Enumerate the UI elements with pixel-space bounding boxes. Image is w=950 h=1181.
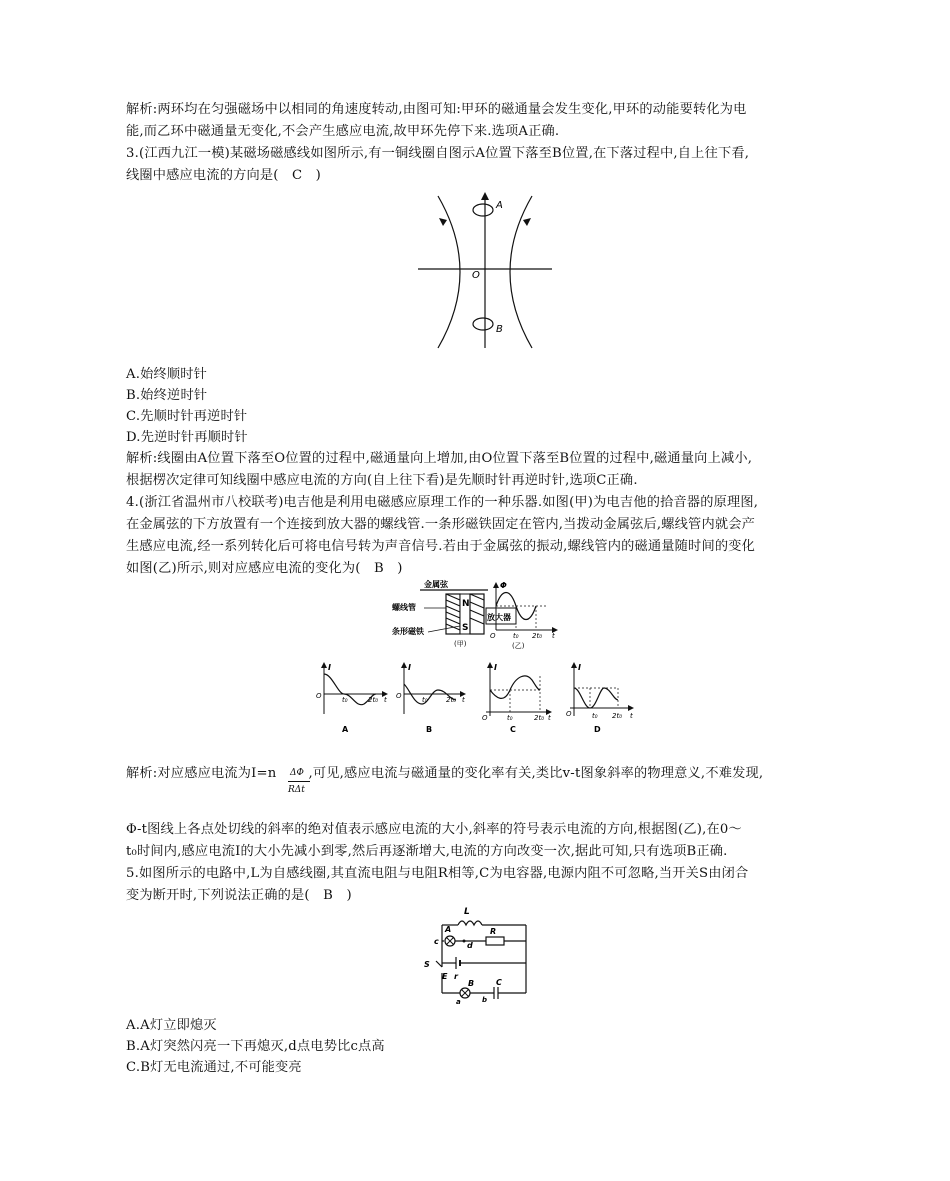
label-2t0: 2t₀ bbox=[532, 632, 543, 640]
label-C: C bbox=[496, 978, 502, 987]
svg-text:t₀: t₀ bbox=[507, 714, 513, 722]
label-t0: t₀ bbox=[513, 632, 519, 640]
label-origin: O bbox=[490, 632, 496, 640]
label-S: S bbox=[424, 960, 430, 969]
options-graphs bbox=[314, 660, 644, 736]
question-4-stem: 4.(浙江省温州市八校联考)电吉他是利用电磁感应原理工作的一种乐器.如图(甲)为电吉他的拾音器的原理图, bbox=[126, 495, 759, 510]
option-c: C.B灯无电流通过,不可能变亮 bbox=[126, 1060, 302, 1075]
svg-text:t₀: t₀ bbox=[422, 696, 428, 704]
magnetic-field-figure bbox=[410, 190, 560, 355]
label-amplifier: 放大器 bbox=[487, 613, 511, 622]
label-A: A bbox=[496, 200, 503, 211]
svg-text:t: t bbox=[384, 696, 387, 704]
label-O: O bbox=[472, 270, 480, 281]
text-line: 解析:线圈由A位置下落至O位置的过程中,磁通量向上增加,由O位置下落至B位置的过程中,磁通量向上减小, bbox=[126, 451, 753, 466]
question-3-stem: 3.(江西九江一模)某磁场磁感线如图所示,有一铜线圈自图示A位置下落至B位置,在下落过程中,自上往下看, bbox=[126, 146, 750, 161]
svg-text:O: O bbox=[396, 692, 402, 700]
option-d: D.先逆时针再顺时针 bbox=[126, 430, 248, 445]
label-r: r bbox=[454, 972, 458, 981]
text-line: Φ-t图线上各点处切线的斜率的绝对值表示感应电流的大小,斜率的符号表示电流的方向,根据图(乙),在0～ bbox=[126, 822, 742, 837]
label-option-c: C bbox=[510, 725, 516, 734]
option-a: A.始终顺时针 bbox=[126, 367, 208, 382]
label-N: N bbox=[462, 599, 470, 609]
svg-text:t₀: t₀ bbox=[592, 712, 598, 720]
label-option-d: D bbox=[594, 725, 601, 734]
svg-text:I: I bbox=[408, 663, 411, 672]
label-R: R bbox=[490, 927, 497, 936]
analysis-line bbox=[126, 765, 763, 783]
svg-text:O: O bbox=[482, 714, 488, 722]
label-B: B bbox=[496, 324, 503, 335]
svg-text:I: I bbox=[494, 663, 497, 672]
svg-text:2t₀: 2t₀ bbox=[612, 712, 623, 720]
svg-text:t: t bbox=[548, 714, 551, 722]
label-S: S bbox=[462, 623, 469, 633]
question-4-stem: 生感应电流,经一系列转化后可将电信号转为声音信号.若由于金属弦的振动,螺线管内的磁通量随时间的变化 bbox=[126, 539, 755, 554]
question-4-stem: 在金属弦的下方放置有一个连接到放大器的螺线管.一条形磁铁固定在管内,当拨动金属弦后,螺线管内就会产 bbox=[126, 517, 755, 532]
label-A: A bbox=[445, 925, 452, 934]
option-b: B.始终逆时针 bbox=[126, 388, 208, 403]
label-option-b: B bbox=[426, 725, 433, 734]
question-3-stem: 线圈中感应电流的方向是( C ) bbox=[126, 168, 322, 183]
text-line: 能,而乙环中磁通量无变化,不会产生感应电流,故甲环先停下来.选项A正确. bbox=[126, 124, 560, 139]
label-L: L bbox=[464, 907, 470, 917]
graph-c bbox=[482, 662, 552, 734]
svg-text:2t₀: 2t₀ bbox=[446, 696, 457, 704]
label-t: t bbox=[552, 632, 555, 640]
fraction-numerator: ΔΦ bbox=[290, 768, 304, 778]
label-b: b bbox=[482, 996, 488, 1004]
text-line: 解析:两环均在匀强磁场中以相同的角速度转动,由图可知:甲环的磁通量会发生变化,甲环的动能要转化为电 bbox=[126, 102, 747, 117]
text-line: 根据楞次定律可知线圈中感应电流的方向(自上往下看)是先顺时针再逆时针,选项C正确. bbox=[126, 473, 638, 488]
svg-text:O: O bbox=[316, 692, 322, 700]
fraction-bar bbox=[288, 781, 310, 782]
svg-text:2t₀: 2t₀ bbox=[534, 714, 545, 722]
label-a: a bbox=[456, 998, 461, 1005]
label-magnet: 条形磁铁 bbox=[392, 627, 424, 636]
analysis-text-a: 解析:对应感应电流为I=n bbox=[126, 766, 277, 781]
svg-text:I: I bbox=[578, 663, 581, 672]
svg-text:t₀: t₀ bbox=[342, 696, 348, 704]
analysis-text-b: ,可见,感应电流与磁通量的变化率有关,类比v-t图象斜率的物理意义,不难发现, bbox=[308, 766, 764, 781]
svg-text:t: t bbox=[630, 712, 633, 720]
svg-text:2t₀: 2t₀ bbox=[368, 696, 379, 704]
label-solenoid: 螺线管 bbox=[392, 603, 416, 612]
phi-t-graph bbox=[488, 580, 560, 650]
label-yi: (乙) bbox=[512, 642, 525, 650]
question-4-stem: 如图(乙)所示,则对应感应电流的变化为( B ) bbox=[126, 561, 403, 576]
fraction-denominator: RΔt bbox=[288, 785, 305, 795]
label-E: E bbox=[442, 972, 448, 981]
label-phi: Φ bbox=[500, 581, 507, 590]
svg-text:I: I bbox=[328, 663, 331, 672]
graph-b bbox=[396, 662, 466, 734]
option-c: C.先顺时针再逆时针 bbox=[126, 409, 248, 424]
label-option-a: A bbox=[342, 725, 349, 734]
graph-a bbox=[316, 662, 388, 734]
svg-text:O: O bbox=[566, 710, 572, 718]
question-5-stem: 5.如图所示的电路中,L为自感线圈,其直流电阻与电阻R相等,C为电容器,电源内阻不可忽略,当开关S由闭合 bbox=[126, 866, 749, 881]
label-c: c bbox=[434, 937, 439, 946]
option-b: B.A灯突然闪亮一下再熄灭,d点电势比c点高 bbox=[126, 1039, 385, 1054]
graph-d bbox=[566, 662, 634, 734]
label-string: 金属弦 bbox=[424, 580, 448, 589]
text-line: t₀时间内,感应电流I的大小先减小到零,然后再逐渐增大,电流的方向改变一次,据此可知,只有选项B正确. bbox=[126, 844, 728, 859]
circuit-figure bbox=[420, 905, 538, 1005]
svg-text:t: t bbox=[462, 696, 465, 704]
label-d: d bbox=[467, 941, 473, 950]
label-B: B bbox=[468, 979, 475, 988]
label-jia: (甲) bbox=[454, 640, 467, 648]
option-a: A.A灯立即熄灭 bbox=[126, 1018, 217, 1033]
question-5-stem: 变为断开时,下列说法正确的是( B ) bbox=[126, 888, 352, 903]
